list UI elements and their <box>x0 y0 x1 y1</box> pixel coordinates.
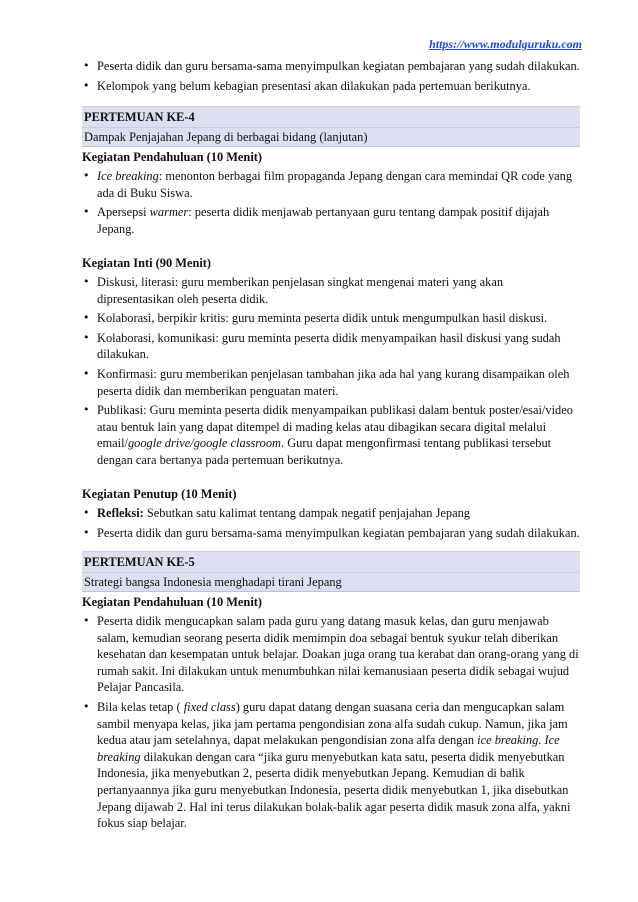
header-url-link[interactable]: https://www.modulguruku.com <box>429 37 582 51</box>
list-item <box>82 402 580 468</box>
italic-term: warmer <box>149 205 189 220</box>
item-text: dilakukan dengan cara “jika guru menyebutkan kata satu, peserta didik menyebutkan Indonesia, jika menyebutkan 2, peserta didik menyebutkan Jepang. Kemudian di balik pertanyaannya jika guru menyebutkan Indonesia, peserta didik menyebutkan 1, jika disebutkan Jepang dijawab 2. Hal ini terus dilakukan bolak-balik agar peserta didik masuk zona alfa, yakni fokus siap belajar. <box>97 749 571 831</box>
item-text: Publikasi: Guru meminta peserta didik menyampaikan publikasi dalam bentuk poster/esai/video atau bentuk lain yang dapat ditempel di mading kelas atau dibagikan secara digital melalui email/ <box>97 403 573 451</box>
item-text: Bila kelas tetap ( <box>97 700 184 714</box>
list-item: • Konfirmasi: guru memberikan penjelasan tambahan jika ada hal yang kurang disampaikan oleh peserta didik dan memberikan penguatan materi. <box>82 366 580 399</box>
document-content <box>82 58 580 835</box>
italic-term: google drive/google classroom <box>127 436 281 451</box>
inti-list <box>82 274 580 469</box>
section-title: PERTEMUAN KE-5 <box>84 555 195 570</box>
list-item: • Peserta didik dan guru bersama-sama menyimpulkan kegiatan pembajaran yang sudah dilakukan. <box>82 58 580 75</box>
item-text: Apersepsi <box>97 205 150 220</box>
intro-list <box>82 58 580 94</box>
heading-penutup: Kegiatan Penutup (10 Menit) <box>82 487 237 502</box>
pendahuluan-list <box>82 168 580 237</box>
list-item: • Kelompok yang belum kebagian presentasi akan dilakukan pada pertemuan berikutnya. <box>82 78 580 95</box>
item-text: : menonton berbagai film propaganda Jepang dengan cara memindai QR code yang ada di Buku Siswa. <box>97 168 573 200</box>
italic-term: Ice breaking <box>97 733 560 764</box>
section-subtitle: Dampak Penjajahan Jepang di berbagai bidang (lanjutan) <box>82 128 580 148</box>
list-item <box>82 699 580 832</box>
section-header-p5 <box>82 551 580 573</box>
list-item <box>82 204 580 237</box>
italic-term: Ice breaking <box>97 168 159 183</box>
list-item <box>82 505 580 522</box>
italic-term: fixed class <box>183 700 236 714</box>
heading-pendahuluan: Kegiatan Pendahuluan (10 Menit) <box>82 150 263 165</box>
pendahuluan-list <box>82 613 580 832</box>
list-item: • Kolaborasi, komunikasi: guru meminta peserta didik menyampaikan hasil diskusi yang sudah dilakukan. <box>82 330 580 363</box>
heading-inti: Kegiatan Inti (90 Menit) <box>82 256 212 271</box>
item-text: ) guru dapat datang dengan suasana ceria dan mengucapkan salam sambil menyapa kelas, jika jam pertama pengondisian zona alfa sudah cukup. Namun, jika jam kedua atau jam setelahnya, dapat melakukan pengondisian zona alfa dengan <box>97 700 568 748</box>
section-header-p4 <box>82 106 580 128</box>
item-text: : peserta didik menjawab pertanyaan guru tentang dampak positif dijajah Jepang. <box>97 205 550 236</box>
item-text: Sebutkan satu kalimat tentang dampak negatif penjajahan Jepang <box>143 506 470 521</box>
spacer <box>82 471 580 484</box>
list-item: • Peserta didik mengucapkan salam pada guru yang datang masuk kelas, dan guru menjawab salam, kemudian seorang peserta didik memimpin doa sebagai bentuk syukur telah diberikan kesehatan dan kesempatan untuk belajar. Doakan juga orang tua kerabat dan orang-orang yang di rumah sakit. Ini dilakukan untuk menumbuhkan nilai kemanusiaan peserta didik sebagai wujud Pelajar Pancasila. <box>82 613 580 696</box>
section-subtitle: Strategi bangsa Indonesia menghadapi tirani Jepang <box>82 573 580 593</box>
list-item: • Kolaborasi, berpikir kritis: guru meminta peserta didik untuk mengumpulkan hasil diskusi. <box>82 310 580 327</box>
list-item: • Diskusi, literasi: guru memberikan penjelasan singkat mengenai materi yang akan dipresentasikan oleh peserta didik. <box>82 274 580 307</box>
list-item <box>82 168 580 201</box>
section-title: PERTEMUAN KE-4 <box>84 110 195 125</box>
italic-term: ice breaking <box>477 733 539 748</box>
item-text: . Guru dapat mengonfirmasi tentang publikasi tersebut dengan cara bertanya pada pertemuan berikutnya. <box>97 436 552 467</box>
item-text: . <box>538 733 545 748</box>
penutup-list <box>82 505 580 541</box>
heading-pendahuluan: Kegiatan Pendahuluan (10 Menit) <box>82 595 263 610</box>
bold-term: Refleksi: <box>97 506 144 521</box>
list-item: • Peserta didik dan guru bersama-sama menyimpulkan kegiatan pembajaran yang sudah dilakukan. <box>82 525 580 542</box>
spacer <box>82 240 580 253</box>
